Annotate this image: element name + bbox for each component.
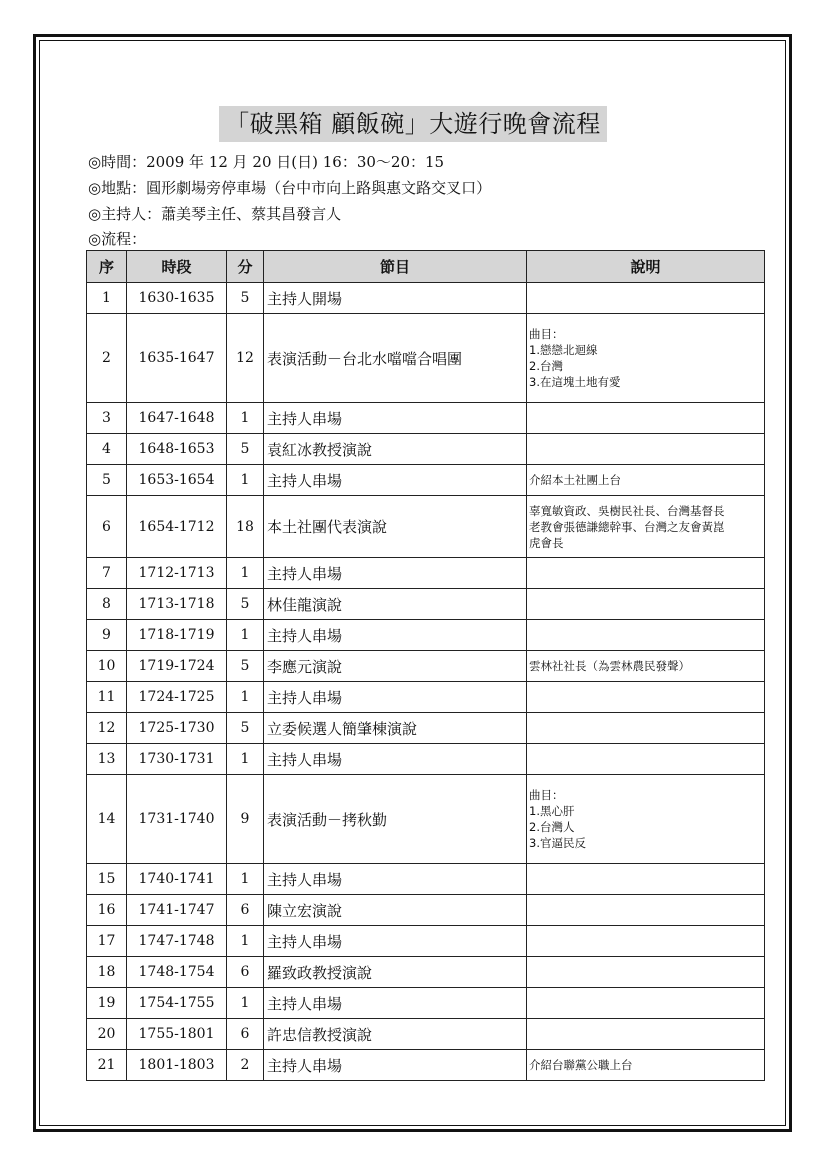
row-program: 主持人開場 (264, 283, 527, 314)
row-program: 表演活動－台北水噹噹合唱團 (264, 314, 527, 403)
row-seq: 16 (87, 895, 127, 926)
schedule-table (86, 250, 765, 1081)
row-seq: 18 (87, 957, 127, 988)
table-row (87, 864, 765, 895)
note-line: 1.戀戀北迴線 (529, 343, 598, 357)
row-program: 許忠信教授演說 (264, 1019, 527, 1050)
note-line: 虎會長 (529, 535, 564, 550)
row-minutes: 1 (227, 926, 264, 957)
event-hosts: ◎主持人：蕭美琴主任、蔡其昌發言人 (88, 205, 342, 223)
row-note (527, 496, 765, 558)
table-row (87, 403, 765, 434)
row-seq: 2 (87, 314, 127, 403)
table-row (87, 988, 765, 1019)
row-minutes: 1 (227, 620, 264, 651)
row-note (527, 988, 765, 1019)
row-seq: 6 (87, 496, 127, 558)
schedule-body (87, 283, 765, 1081)
table-row (87, 957, 765, 988)
row-seq: 10 (87, 651, 127, 682)
row-time: 1731-1740 (127, 775, 227, 864)
row-program: 本土社團代表演說 (264, 496, 527, 558)
row-minutes: 5 (227, 651, 264, 682)
row-seq: 1 (87, 283, 127, 314)
row-minutes: 6 (227, 895, 264, 926)
row-seq: 15 (87, 864, 127, 895)
row-program: 李應元演說 (264, 651, 527, 682)
row-seq: 12 (87, 713, 127, 744)
row-program: 主持人串場 (264, 1050, 527, 1081)
table-row (87, 1050, 765, 1081)
row-note (527, 864, 765, 895)
row-program: 主持人串場 (264, 403, 527, 434)
row-note (527, 713, 765, 744)
row-note (527, 651, 765, 682)
row-minutes: 18 (227, 496, 264, 558)
row-time: 1801-1803 (127, 1050, 227, 1081)
row-time: 1748-1754 (127, 957, 227, 988)
table-row (87, 744, 765, 775)
header-program: 節目 (264, 251, 527, 283)
row-note (527, 1019, 765, 1050)
table-header-row (87, 251, 765, 283)
row-minutes: 12 (227, 314, 264, 403)
row-note (527, 744, 765, 775)
row-program: 主持人串場 (264, 926, 527, 957)
note-line: 3.在這塊土地有愛 (529, 375, 621, 389)
table-row (87, 558, 765, 589)
table-row (87, 496, 765, 558)
header-note: 說明 (527, 251, 765, 283)
row-time: 1653-1654 (127, 465, 227, 496)
table-row (87, 713, 765, 744)
row-time: 1648-1653 (127, 434, 227, 465)
row-program: 主持人串場 (264, 465, 527, 496)
note-line: 介紹本土社團上台 (529, 473, 621, 487)
row-time: 1741-1747 (127, 895, 227, 926)
row-time: 1755-1801 (127, 1019, 227, 1050)
row-note (527, 403, 765, 434)
row-time: 1635-1647 (127, 314, 227, 403)
row-minutes: 1 (227, 682, 264, 713)
row-time: 1712-1713 (127, 558, 227, 589)
row-minutes: 1 (227, 988, 264, 1019)
row-seq: 7 (87, 558, 127, 589)
row-minutes: 6 (227, 957, 264, 988)
row-note (527, 926, 765, 957)
row-note (527, 283, 765, 314)
row-minutes: 5 (227, 434, 264, 465)
note-line: 1.黑心肝 (529, 804, 575, 818)
row-minutes: 1 (227, 403, 264, 434)
row-seq: 3 (87, 403, 127, 434)
table-row (87, 1019, 765, 1050)
row-note (527, 434, 765, 465)
row-note (527, 558, 765, 589)
row-note (527, 895, 765, 926)
row-note (527, 957, 765, 988)
table-row (87, 465, 765, 496)
row-program: 主持人串場 (264, 988, 527, 1019)
header-minutes: 分 (227, 251, 264, 283)
row-minutes: 6 (227, 1019, 264, 1050)
note-line: 介紹台聯黨公職上台 (529, 1058, 633, 1072)
row-note (527, 682, 765, 713)
table-row (87, 775, 765, 864)
row-time: 1718-1719 (127, 620, 227, 651)
note-line: 辜寬敏資政、吳樹民社長、台灣基督長 (529, 503, 725, 518)
row-note (527, 620, 765, 651)
note-line: 曲目： (529, 788, 564, 802)
row-note (527, 465, 765, 496)
row-program: 主持人串場 (264, 558, 527, 589)
row-seq: 14 (87, 775, 127, 864)
table-row (87, 314, 765, 403)
row-seq: 8 (87, 589, 127, 620)
note-line: 曲目： (529, 327, 564, 341)
row-seq: 5 (87, 465, 127, 496)
row-time: 1719-1724 (127, 651, 227, 682)
row-seq: 4 (87, 434, 127, 465)
row-program: 主持人串場 (264, 682, 527, 713)
row-note (527, 775, 765, 864)
row-note (527, 589, 765, 620)
table-row (87, 926, 765, 957)
row-program: 林佳龍演說 (264, 589, 527, 620)
row-minutes: 1 (227, 864, 264, 895)
row-minutes: 1 (227, 465, 264, 496)
row-seq: 21 (87, 1050, 127, 1081)
row-time: 1747-1748 (127, 926, 227, 957)
row-seq: 11 (87, 682, 127, 713)
row-minutes: 5 (227, 283, 264, 314)
row-time: 1724-1725 (127, 682, 227, 713)
row-time: 1730-1731 (127, 744, 227, 775)
row-time: 1713-1718 (127, 589, 227, 620)
row-time: 1647-1648 (127, 403, 227, 434)
row-time: 1654-1712 (127, 496, 227, 558)
row-program: 主持人串場 (264, 620, 527, 651)
row-program: 主持人串場 (264, 864, 527, 895)
row-seq: 13 (87, 744, 127, 775)
row-note (527, 314, 765, 403)
row-note (527, 1050, 765, 1081)
table-row (87, 620, 765, 651)
table-row (87, 283, 765, 314)
row-program: 陳立宏演說 (264, 895, 527, 926)
row-minutes: 1 (227, 558, 264, 589)
header-seq: 序 (87, 251, 127, 283)
row-seq: 20 (87, 1019, 127, 1050)
table-row (87, 682, 765, 713)
note-line: 老教會張德謙總幹事、台灣之友會黃崑 (529, 519, 725, 534)
row-program: 表演活動－拷秋勤 (264, 775, 527, 864)
row-program: 立委候選人簡肇棟演說 (264, 713, 527, 744)
row-time: 1754-1755 (127, 988, 227, 1019)
row-minutes: 2 (227, 1050, 264, 1081)
table-row (87, 434, 765, 465)
row-program: 主持人串場 (264, 744, 527, 775)
row-minutes: 9 (227, 775, 264, 864)
document-title: 「破黑箱 顧飯碗」大遊行晚會流程 (219, 106, 607, 142)
table-row (87, 589, 765, 620)
row-minutes: 1 (227, 744, 264, 775)
row-program: 袁紅冰教授演說 (264, 434, 527, 465)
event-time: ◎時間：2009 年 12 月 20 日(日) 16：30～20：15 (88, 153, 445, 171)
row-seq: 19 (87, 988, 127, 1019)
row-time: 1630-1635 (127, 283, 227, 314)
event-location: ◎地點：圓形劇場旁停車場（台中市向上路與惠文路交叉口） (88, 179, 492, 197)
row-program: 羅致政教授演說 (264, 957, 527, 988)
row-minutes: 5 (227, 713, 264, 744)
header-time: 時段 (127, 251, 227, 283)
table-row (87, 651, 765, 682)
row-minutes: 5 (227, 589, 264, 620)
row-seq: 17 (87, 926, 127, 957)
note-line: 2.台灣人 (529, 820, 575, 834)
row-time: 1725-1730 (127, 713, 227, 744)
note-line: 3.官逼民反 (529, 836, 586, 850)
row-time: 1740-1741 (127, 864, 227, 895)
table-row (87, 895, 765, 926)
note-line: 雲林社社長（為雲林農民發聲） (529, 659, 690, 673)
row-seq: 9 (87, 620, 127, 651)
event-flow-label: ◎流程： (88, 230, 147, 248)
note-line: 2.台灣 (529, 359, 563, 373)
